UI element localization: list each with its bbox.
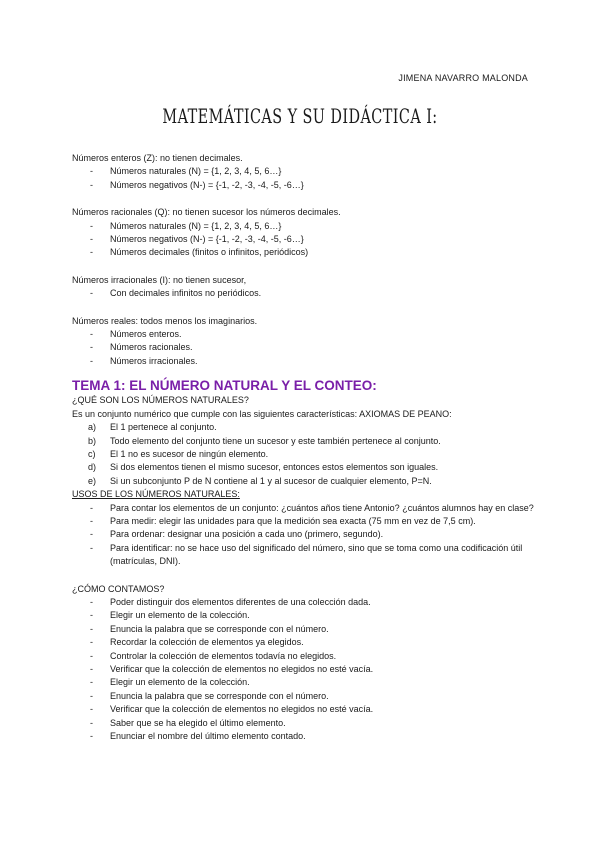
list-item: - Enunciar el nombre del último elemento contado. xyxy=(90,731,306,742)
section-usos xyxy=(72,488,540,568)
list-item: - Números racionales. xyxy=(90,342,193,353)
list-item: - Verificar que la colección de elementos no elegidos no esté vacía. xyxy=(90,664,374,674)
heading-usos: USOS DE LOS NÚMEROS NATURALES: xyxy=(72,489,240,500)
list-item: - Números negativos (N-) = {-1, -2, -3, -4, -5, -6…} xyxy=(90,179,304,190)
author-name: JIMENA NAVARRO MALONDA xyxy=(398,73,528,83)
list-item: - Recordar la colección de elementos ya elegidos. xyxy=(90,637,304,648)
list-reales xyxy=(72,328,540,368)
list-enteros xyxy=(72,165,540,192)
list-item: - Poder distinguir dos elementos diferentes de una colección dada. xyxy=(90,596,371,607)
list-item: b) Todo elemento del conjunto tiene un sucesor y este también pertenece al conjunto. xyxy=(88,435,441,446)
heading-contamos: ¿CÓMO CONTAMOS? xyxy=(72,583,165,594)
list-item: - Números naturales (N) = {1, 2, 3, 4, 5, 6…} xyxy=(90,220,282,231)
list-item: - Para ordenar: designar una posición a cada uno (primero, segundo). xyxy=(90,529,384,540)
heading-irracionales: Números irracionales (I): no tienen sucesor, xyxy=(72,274,247,285)
heading-racionales: Números racionales (Q): no tienen sucesor los números decimales. xyxy=(72,207,341,218)
list-item: - Verificar que la colección de elementos no elegidos no esté vacía. xyxy=(90,704,374,715)
tema-1-title: TEMA 1: EL NÚMERO NATURAL Y EL CONTEO: xyxy=(72,378,377,394)
list-axiomas xyxy=(72,421,540,488)
list-item: - Elegir un elemento de la colección. xyxy=(90,677,250,688)
list-item: - Números enteros. xyxy=(90,329,182,340)
list-item: - Para medir: elegir las unidades para que la medición sea exacta (75 mm en vez de 7,5 cm). xyxy=(90,515,476,526)
list-usos xyxy=(72,502,540,569)
list-item: - Números naturales (N) = {1, 2, 3, 4, 5, 6…} xyxy=(90,166,282,177)
section-contamos xyxy=(72,583,540,744)
intro-peano: Es un conjunto numérico que cumple con las siguientes características: AXIOMAS DE PEANO: xyxy=(72,408,452,419)
list-item: d) Si dos elementos tienen el mismo sucesor, entonces estos elementos son iguales. xyxy=(88,462,439,473)
list-item: e) Si un subconjunto P de N contiene al 1 y al sucesor de cualquier elemento, P=N. xyxy=(88,475,432,486)
page-title: MATEMÁTICAS Y SU DIDÁCTICA I: xyxy=(162,104,438,128)
section-irracionales xyxy=(72,274,540,301)
list-item: - Para contar los elementos de un conjunto: ¿cuántos años tiene Antonio? ¿cuántos alumnos hay en clase? xyxy=(90,502,534,513)
list-contamos xyxy=(72,596,540,743)
list-item: - Números decimales (finitos o infinitos, periódicos) xyxy=(90,247,309,258)
section-enteros xyxy=(72,152,540,192)
list-item: - Enuncia la palabra que se corresponde con el número. xyxy=(90,623,329,634)
list-item: - Elegir un elemento de la colección. xyxy=(90,610,250,621)
list-item: - Saber que se ha elegido el último elemento. xyxy=(90,717,286,728)
list-item: - Números negativos (N-) = {-1, -2, -3, -4, -5, -6…} xyxy=(90,234,304,245)
question-naturales: ¿QUÉ SON LOS NÚMEROS NATURALES? xyxy=(72,395,249,406)
list-irracionales xyxy=(72,287,540,300)
list-item: - Enuncia la palabra que se corresponde con el número. xyxy=(90,690,329,701)
heading-enteros: Números enteros (Z): no tienen decimales. xyxy=(72,153,243,163)
section-racionales xyxy=(72,206,540,260)
section-reales xyxy=(72,315,540,369)
list-item: c) El 1 no es sucesor de ningún elemento. xyxy=(88,448,269,459)
heading-reales: Números reales: todos menos los imaginarios. xyxy=(72,315,258,326)
list-racionales xyxy=(72,220,540,260)
list-item: - Para identificar: no se hace uso del significado del número, sino que se toma como una codificación útil (matrículas, DNI). xyxy=(90,542,523,567)
document-body xyxy=(72,152,540,757)
list-item: - Con decimales infinitos no periódicos. xyxy=(90,288,262,299)
list-item: a) El 1 pertenece al conjunto. xyxy=(88,422,217,433)
list-item: - Números irracionales. xyxy=(90,355,198,366)
list-item: - Controlar la colección de elementos todavía no elegidos. xyxy=(90,650,337,661)
